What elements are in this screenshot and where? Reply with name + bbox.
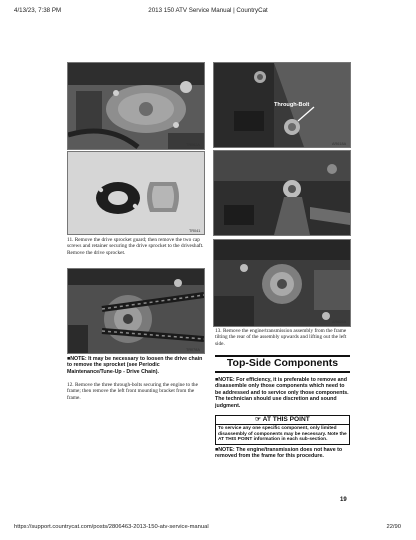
photo-label-ar618a: AR618A bbox=[332, 142, 347, 146]
print-url: https://support.countrycat.com/posts/2806463-2013-150-atv-service-manual bbox=[14, 524, 209, 530]
step-13-text: 13. Remove the engine/transmission assembly from the frame tilting the rear of the assembly upwards and lifting out the left side. bbox=[215, 328, 347, 347]
photo-label-tr041: TR041 bbox=[189, 229, 201, 233]
photo-label-tr062a: TR062A bbox=[186, 143, 200, 147]
page-number: 19 bbox=[340, 497, 347, 503]
photo-engine-assembly bbox=[213, 239, 351, 327]
at-this-point-text: To service any one specific component, only limited disassembly of components may be necessary. Note the AT THIS POINT information in each sub-section. bbox=[218, 426, 347, 443]
note-engine-frame: ■NOTE: The engine/transmission does not have to removed from the frame for this procedure. bbox=[215, 447, 343, 460]
document-title: 2013 150 ATV Service Manual | CountryCat bbox=[148, 7, 268, 14]
photo-label-tr078a: TR078A bbox=[186, 348, 200, 352]
section-rule-bottom bbox=[215, 371, 350, 373]
step-11-text: 11. Remove the drive sprocket guard; then remove the two cap screws and retainer securing the drive sprocket to the driveshaft. Remove the drive sprocket. bbox=[67, 237, 204, 256]
print-timestamp: 4/13/23, 7:38 PM bbox=[14, 7, 62, 14]
print-page-count: 22/90 bbox=[386, 524, 401, 530]
through-bolt-callout: Through-Bolt bbox=[274, 102, 310, 108]
photo-mounting-bracket bbox=[213, 150, 351, 236]
step-12-text: 12. Remove the three through-bolts securing the engine to the frame; then remove the left front mounting bracket from the frame. bbox=[67, 382, 198, 401]
photo-through-bolt bbox=[213, 62, 351, 148]
photo-drive-chain bbox=[67, 268, 205, 354]
photo-sprocket-parts bbox=[67, 151, 205, 235]
at-this-point-box bbox=[215, 415, 350, 445]
photo-engine-left bbox=[67, 62, 205, 150]
at-this-point-heading: ☞ AT THIS POINT bbox=[216, 416, 349, 425]
note-drive-chain: ■NOTE: It may be necessary to loosen the drive chain to remove the sprocket (see Periodic Maintenance/Tune-Up - Drive Chain). bbox=[67, 356, 203, 375]
note-efficiency: ■NOTE: For efficiency, it is preferable to remove and disassemble only those components which need to be addressed and to service only those components. The technician should use discretion and sound judgment. bbox=[215, 377, 349, 409]
section-title: Top-Side Components bbox=[226, 357, 339, 369]
photo-label-ar626a: AR626A bbox=[332, 320, 347, 324]
photo-label-ar633a: AR633A bbox=[332, 230, 347, 234]
